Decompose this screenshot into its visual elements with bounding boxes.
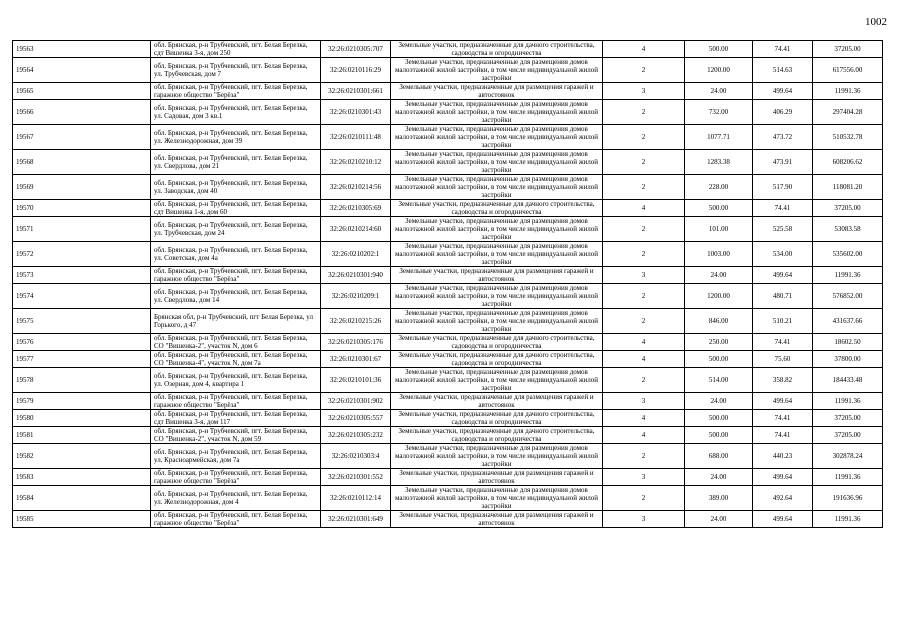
cadastral-value-cell: 11991.36	[813, 83, 883, 100]
permitted-use-cell: Земельные участки, предназначенные для дачного строительства, садоводства и огородничества	[391, 427, 603, 444]
category-cell: 3	[603, 511, 685, 528]
address-cell: обл. Брянская, р-н Трубчевский, пгт. Белая Березка, ул. Свердлова, дом 21	[151, 150, 321, 175]
address-cell: обл. Брянская, р-н Трубчевский, пгт. Белая Березка, ул. Железнодорожная, дом 4	[151, 486, 321, 511]
row-number-cell: 19568	[13, 150, 151, 175]
category-cell: 2	[603, 217, 685, 242]
address-cell: обл. Брянская, р-н Трубчевский, пгт. Белая Березка, ул. Садовая, дом 3 кв.1	[151, 100, 321, 125]
cadastral-number-cell: 32:26:0210305:557	[321, 410, 391, 427]
table-row	[13, 150, 883, 175]
area-cell: 1077.71	[685, 125, 753, 150]
cadastral-value-cell: 11991.36	[813, 267, 883, 284]
cadastral-value-cell: 535602.00	[813, 242, 883, 267]
cadastral-value-cell: 608206.62	[813, 150, 883, 175]
address-cell: Брянская обл, р-н Трубчевский, пгт Белая Березка, ул Горького, д 47	[151, 309, 321, 334]
permitted-use-cell: Земельные участки, предназначенные для размещения гаражей и автостоянок	[391, 83, 603, 100]
cadastral-value-cell: 53083.58	[813, 217, 883, 242]
table-row	[13, 368, 883, 393]
area-cell: 732.00	[685, 100, 753, 125]
cadastral-number-cell: 32:26:0210305:707	[321, 41, 391, 58]
area-cell: 846.00	[685, 309, 753, 334]
permitted-use-cell: Земельные участки, предназначенные для размещения домов малоэтажной жилой застройки, в том числе индивидуальной жилой застройки	[391, 309, 603, 334]
row-number-cell: 19585	[13, 511, 151, 528]
specific-value-cell: 492.64	[753, 486, 813, 511]
table-row	[13, 309, 883, 334]
category-cell: 4	[603, 41, 685, 58]
area-cell: 389.00	[685, 486, 753, 511]
table-row	[13, 351, 883, 368]
row-number-cell: 19575	[13, 309, 151, 334]
cadastral-value-cell: 297404.28	[813, 100, 883, 125]
row-number-cell: 19563	[13, 41, 151, 58]
address-cell: обл. Брянская, р-н Трубчевский, пгт. Белая Березка, ул. Красноармейская, дом 7а	[151, 444, 321, 469]
cadastral-value-cell: 431637.66	[813, 309, 883, 334]
category-cell: 2	[603, 100, 685, 125]
cadastral-number-cell: 32:26:0210214:56	[321, 175, 391, 200]
category-cell: 3	[603, 469, 685, 486]
area-cell: 514.00	[685, 368, 753, 393]
permitted-use-cell: Земельные участки, предназначенные для дачного строительства, садоводства и огородничества	[391, 334, 603, 351]
cadastral-number-cell: 32:26:0210214:60	[321, 217, 391, 242]
cadastral-number-cell: 32:26:0210301:940	[321, 267, 391, 284]
row-number-cell: 19584	[13, 486, 151, 511]
area-cell: 250.00	[685, 334, 753, 351]
specific-value-cell: 499.64	[753, 511, 813, 528]
permitted-use-cell: Земельные участки, предназначенные для дачного строительства, садоводства и огородничества	[391, 41, 603, 58]
cadastral-value-cell: 118081.20	[813, 175, 883, 200]
row-number-cell: 19574	[13, 284, 151, 309]
cadastral-number-cell: 32:26:0210301:902	[321, 393, 391, 410]
cadastral-number-cell: 32:26:0210111:48	[321, 125, 391, 150]
cadastral-number-cell: 32:26:0210101:36	[321, 368, 391, 393]
row-number-cell: 19578	[13, 368, 151, 393]
category-cell: 2	[603, 486, 685, 511]
category-cell: 4	[603, 427, 685, 444]
permitted-use-cell: Земельные участки, предназначенные для дачного строительства, садоводства и огородничества	[391, 200, 603, 217]
area-cell: 500.00	[685, 351, 753, 368]
area-cell: 24.00	[685, 267, 753, 284]
area-cell: 228.00	[685, 175, 753, 200]
cadastral-number-cell: 32:26:0210305:232	[321, 427, 391, 444]
cadastral-number-cell: 32:26:0210116:29	[321, 58, 391, 83]
cadastral-number-cell: 32:26:0210210:12	[321, 150, 391, 175]
area-cell: 1283.38	[685, 150, 753, 175]
permitted-use-cell: Земельные участки, предназначенные для дачного строительства, садоводства и огородничества	[391, 410, 603, 427]
area-cell: 1200.00	[685, 58, 753, 83]
cadastral-value-cell: 37800.00	[813, 351, 883, 368]
area-cell: 1200.00	[685, 284, 753, 309]
cadastral-number-cell: 32:26:0210301:552	[321, 469, 391, 486]
specific-value-cell: 74.41	[753, 410, 813, 427]
category-cell: 4	[603, 200, 685, 217]
row-number-cell: 19564	[13, 58, 151, 83]
cadastral-value-cell: 510532.78	[813, 125, 883, 150]
area-cell: 1003.00	[685, 242, 753, 267]
table-row	[13, 125, 883, 150]
address-cell: обл. Брянская, р-н Трубчевский, пгт. Белая Березка, ул. Советская, дом 4а	[151, 242, 321, 267]
cadastral-number-cell: 32:26:0210303:4	[321, 444, 391, 469]
table-row	[13, 217, 883, 242]
land-cadastral-table	[12, 40, 883, 528]
table-row	[13, 242, 883, 267]
table-body	[13, 41, 883, 528]
specific-value-cell: 499.64	[753, 267, 813, 284]
cadastral-value-cell: 191636.96	[813, 486, 883, 511]
address-cell: обл. Брянская, р-н Трубчевский, пгт. Белая Березка, СО "Вишенка-2", участок N, дом 59	[151, 427, 321, 444]
row-number-cell: 19579	[13, 393, 151, 410]
address-cell: обл. Брянская, р-н Трубчевский, пгт. Белая Березка, ул. Озерная, дом 4, квартира 1	[151, 368, 321, 393]
permitted-use-cell: Земельные участки, предназначенные для размещения домов малоэтажной жилой застройки, в том числе индивидуальной жилой застройки	[391, 242, 603, 267]
address-cell: обл. Брянская, р-н Трубчевский, пгт. Белая Березка, СО "Вишенка-2", участок N, дом 6	[151, 334, 321, 351]
cadastral-value-cell: 302878.24	[813, 444, 883, 469]
row-number-cell: 19565	[13, 83, 151, 100]
table-row	[13, 334, 883, 351]
row-number-cell: 19581	[13, 427, 151, 444]
permitted-use-cell: Земельные участки, предназначенные для дачного строительства, садоводства и огородничества	[391, 351, 603, 368]
category-cell: 2	[603, 444, 685, 469]
table-row	[13, 83, 883, 100]
category-cell: 2	[603, 175, 685, 200]
category-cell: 3	[603, 83, 685, 100]
row-number-cell: 19573	[13, 267, 151, 284]
area-cell: 24.00	[685, 511, 753, 528]
cadastral-number-cell: 32:26:0210301:43	[321, 100, 391, 125]
row-number-cell: 19567	[13, 125, 151, 150]
cadastral-value-cell: 37205.00	[813, 427, 883, 444]
specific-value-cell: 480.71	[753, 284, 813, 309]
specific-value-cell: 499.64	[753, 83, 813, 100]
specific-value-cell: 74.41	[753, 427, 813, 444]
area-cell: 24.00	[685, 393, 753, 410]
specific-value-cell: 514.63	[753, 58, 813, 83]
address-cell: обл. Брянская, р-н Трубчевский, пгт. Белая Березка, ул. Свердлова, дом 14	[151, 284, 321, 309]
category-cell: 3	[603, 393, 685, 410]
address-cell: обл. Брянская, р-н Трубчевский, пгт. Белая Березка, ул. Заводская, дом 40	[151, 175, 321, 200]
category-cell: 2	[603, 242, 685, 267]
permitted-use-cell: Земельные участки, предназначенные для размещения гаражей и автостоянок	[391, 469, 603, 486]
table-row	[13, 200, 883, 217]
category-cell: 4	[603, 351, 685, 368]
row-number-cell: 19580	[13, 410, 151, 427]
category-cell: 2	[603, 58, 685, 83]
table-row	[13, 486, 883, 511]
specific-value-cell: 517.90	[753, 175, 813, 200]
cadastral-number-cell: 32:26:0210215:26	[321, 309, 391, 334]
area-cell: 24.00	[685, 83, 753, 100]
category-cell: 2	[603, 125, 685, 150]
specific-value-cell: 499.64	[753, 469, 813, 486]
area-cell: 500.00	[685, 410, 753, 427]
category-cell: 4	[603, 334, 685, 351]
cadastral-number-cell: 32:26:0210301:649	[321, 511, 391, 528]
cadastral-value-cell: 184433.48	[813, 368, 883, 393]
row-number-cell: 19566	[13, 100, 151, 125]
permitted-use-cell: Земельные участки, предназначенные для размещения домов малоэтажной жилой застройки, в том числе индивидуальной жилой застройки	[391, 175, 603, 200]
table-row	[13, 427, 883, 444]
row-number-cell: 19572	[13, 242, 151, 267]
specific-value-cell: 473.72	[753, 125, 813, 150]
permitted-use-cell: Земельные участки, предназначенные для размещения домов малоэтажной жилой застройки, в том числе индивидуальной жилой застройки	[391, 368, 603, 393]
cadastral-number-cell: 32:26:0210202:1	[321, 242, 391, 267]
address-cell: обл. Брянская, р-н Трубчевский, пгт. Белая Березка, сдт Вишенка 3-я, дом 250	[151, 41, 321, 58]
specific-value-cell: 74.41	[753, 200, 813, 217]
category-cell: 2	[603, 368, 685, 393]
specific-value-cell: 510.21	[753, 309, 813, 334]
specific-value-cell: 534.00	[753, 242, 813, 267]
permitted-use-cell: Земельные участки, предназначенные для размещения домов малоэтажной жилой застройки, в том числе индивидуальной жилой застройки	[391, 150, 603, 175]
cadastral-number-cell: 32:26:0210112:14	[321, 486, 391, 511]
area-cell: 24.00	[685, 469, 753, 486]
permitted-use-cell: Земельные участки, предназначенные для размещения домов малоэтажной жилой застройки, в том числе индивидуальной жилой застройки	[391, 58, 603, 83]
category-cell: 2	[603, 150, 685, 175]
area-cell: 500.00	[685, 41, 753, 58]
area-cell: 500.00	[685, 200, 753, 217]
address-cell: обл. Брянская, р-н Трубчевский, пгт. Белая Березка, сдт Вишенка 3-я, дом 117	[151, 410, 321, 427]
address-cell: обл. Брянская, р-н Трубчевский, пгт. Белая Березка, СО "Вишенка-4", участок N, дом 7а	[151, 351, 321, 368]
cadastral-value-cell: 37205.00	[813, 200, 883, 217]
area-cell: 101.00	[685, 217, 753, 242]
permitted-use-cell: Земельные участки, предназначенные для размещения домов малоэтажной жилой застройки, в том числе индивидуальной жилой застройки	[391, 284, 603, 309]
cadastral-value-cell: 37205.00	[813, 410, 883, 427]
address-cell: обл. Брянская, р-н Трубчевский, пгт. Белая Березка, ул. Железнодорожная, дом 39	[151, 125, 321, 150]
permitted-use-cell: Земельные участки, предназначенные для размещения домов малоэтажной жилой застройки, в том числе индивидуальной жилой застройки	[391, 486, 603, 511]
permitted-use-cell: Земельные участки, предназначенные для размещения гаражей и автостоянок	[391, 267, 603, 284]
table-row	[13, 284, 883, 309]
address-cell: обл. Брянская, р-н Трубчевский, пгт. Белая Березка, гаражное общество "Берёза"	[151, 393, 321, 410]
table-row	[13, 58, 883, 83]
specific-value-cell: 75.60	[753, 351, 813, 368]
cadastral-value-cell: 576852.00	[813, 284, 883, 309]
specific-value-cell: 358.82	[753, 368, 813, 393]
area-cell: 500.00	[685, 427, 753, 444]
address-cell: обл. Брянская, р-н Трубчевский, пгт. Белая Березка, гаражное общество "Берёза"	[151, 469, 321, 486]
cadastral-value-cell: 11991.36	[813, 469, 883, 486]
table-row	[13, 267, 883, 284]
specific-value-cell: 74.41	[753, 41, 813, 58]
table-row	[13, 410, 883, 427]
row-number-cell: 19569	[13, 175, 151, 200]
row-number-cell: 19576	[13, 334, 151, 351]
page-number: 1002	[865, 16, 887, 28]
permitted-use-cell: Земельные участки, предназначенные для размещения домов малоэтажной жилой застройки, в том числе индивидуальной жилой застройки	[391, 125, 603, 150]
cadastral-value-cell: 37205.00	[813, 41, 883, 58]
address-cell: обл. Брянская, р-н Трубчевский, пгт. Белая Березка, ул. Трубчевская, дом 24	[151, 217, 321, 242]
cadastral-value-cell: 11991.36	[813, 511, 883, 528]
permitted-use-cell: Земельные участки, предназначенные для размещения гаражей и автостоянок	[391, 393, 603, 410]
address-cell: обл. Брянская, р-н Трубчевский, пгт. Белая Березка, гаражное общество "Берёза"	[151, 511, 321, 528]
category-cell: 4	[603, 410, 685, 427]
row-number-cell: 19582	[13, 444, 151, 469]
cadastral-number-cell: 32:26:0210209:1	[321, 284, 391, 309]
specific-value-cell: 499.64	[753, 393, 813, 410]
table-row	[13, 41, 883, 58]
permitted-use-cell: Земельные участки, предназначенные для размещения гаражей и автостоянок	[391, 511, 603, 528]
category-cell: 2	[603, 309, 685, 334]
permitted-use-cell: Земельные участки, предназначенные для размещения домов малоэтажной жилой застройки, в том числе индивидуальной жилой застройки	[391, 100, 603, 125]
address-cell: обл. Брянская, р-н Трубчевский, пгт. Белая Березка, сдт Вишенка 1-я, дом 60	[151, 200, 321, 217]
cadastral-number-cell: 32:26:0210305:69	[321, 200, 391, 217]
specific-value-cell: 74.41	[753, 334, 813, 351]
row-number-cell: 19571	[13, 217, 151, 242]
table-row	[13, 100, 883, 125]
specific-value-cell: 440.23	[753, 444, 813, 469]
row-number-cell: 19583	[13, 469, 151, 486]
table-row	[13, 469, 883, 486]
cadastral-value-cell: 18602.50	[813, 334, 883, 351]
table-row	[13, 393, 883, 410]
cadastral-value-cell: 617556.00	[813, 58, 883, 83]
specific-value-cell: 406.29	[753, 100, 813, 125]
permitted-use-cell: Земельные участки, предназначенные для размещения домов малоэтажной жилой застройки, в том числе индивидуальной жилой застройки	[391, 217, 603, 242]
category-cell: 2	[603, 284, 685, 309]
row-number-cell: 19577	[13, 351, 151, 368]
address-cell: обл. Брянская, р-н Трубчевский, пгт. Белая Березка, гаражное общество "Берёза"	[151, 83, 321, 100]
table-row	[13, 175, 883, 200]
row-number-cell: 19570	[13, 200, 151, 217]
cadastral-number-cell: 32:26:0210301:661	[321, 83, 391, 100]
cadastral-number-cell: 32:26:0210301:67	[321, 351, 391, 368]
address-cell: обл. Брянская, р-н Трубчевский, пгт. Белая Березка, гаражное общество "Берёза"	[151, 267, 321, 284]
specific-value-cell: 473.91	[753, 150, 813, 175]
permitted-use-cell: Земельные участки, предназначенные для размещения домов малоэтажной жилой застройки, в том числе индивидуальной жилой застройки	[391, 444, 603, 469]
category-cell: 3	[603, 267, 685, 284]
cadastral-value-cell: 11991.36	[813, 393, 883, 410]
specific-value-cell: 525.58	[753, 217, 813, 242]
address-cell: обл. Брянская, р-н Трубчевский, пгт. Белая Березка, ул. Трубчевская, дом 7	[151, 58, 321, 83]
table-row	[13, 444, 883, 469]
cadastral-number-cell: 32:26:0210305:176	[321, 334, 391, 351]
table-row	[13, 511, 883, 528]
area-cell: 688.00	[685, 444, 753, 469]
